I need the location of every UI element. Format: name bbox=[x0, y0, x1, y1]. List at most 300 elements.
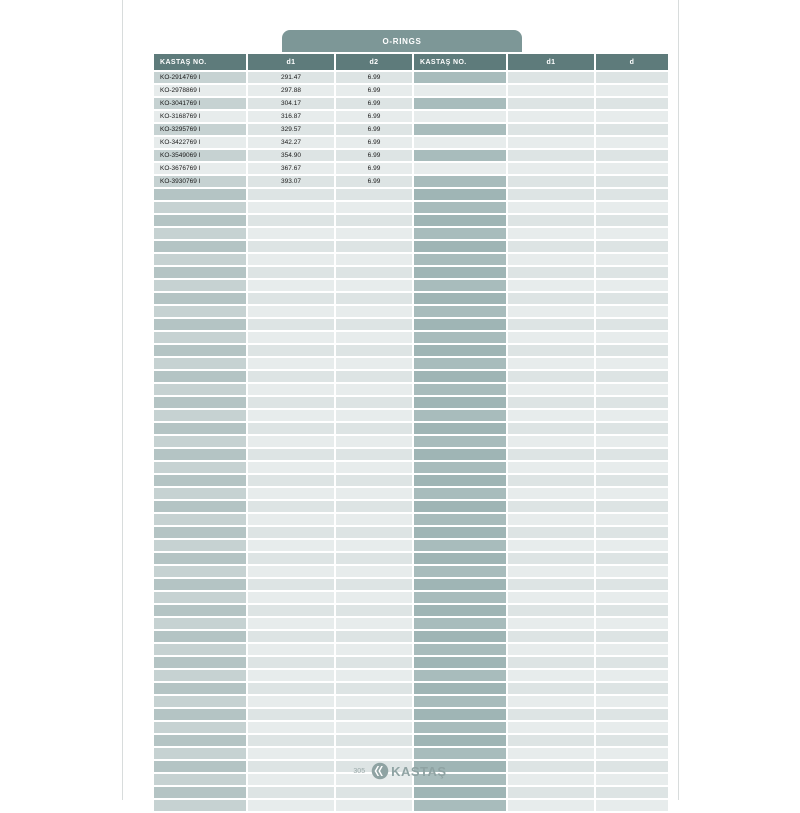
page-footer bbox=[0, 762, 800, 780]
cell-kastas-no bbox=[154, 527, 246, 538]
cell-kastas-no-right bbox=[414, 800, 506, 811]
cell-d-right bbox=[596, 332, 668, 343]
cell-d-right bbox=[596, 579, 668, 590]
page-rule-right bbox=[678, 0, 679, 800]
cell-kastas-no bbox=[154, 293, 246, 304]
cell-d-right bbox=[596, 98, 668, 109]
table-row-blank bbox=[154, 215, 668, 226]
cell-kastas-no-right bbox=[414, 371, 506, 382]
cell-d2 bbox=[336, 696, 412, 707]
cell-kastas-no-right bbox=[414, 410, 506, 421]
cell-d2 bbox=[336, 735, 412, 746]
table-row bbox=[154, 137, 668, 148]
cell-d-right bbox=[596, 410, 668, 421]
table-row bbox=[154, 163, 668, 174]
cell-kastas-no-right bbox=[414, 579, 506, 590]
cell-d1-right bbox=[508, 267, 594, 278]
cell-kastas-no bbox=[154, 631, 246, 642]
cell-kastas-no-right bbox=[414, 111, 506, 122]
cell-kastas-no-right bbox=[414, 488, 506, 499]
table-row-blank bbox=[154, 592, 668, 603]
cell-d1-right bbox=[508, 111, 594, 122]
cell-d1-right bbox=[508, 319, 594, 330]
cell-d2 bbox=[336, 527, 412, 538]
cell-kastas-no bbox=[154, 410, 246, 421]
cell-d2 bbox=[336, 410, 412, 421]
cell-d-right bbox=[596, 553, 668, 564]
cell-d1-right bbox=[508, 436, 594, 447]
cell-kastas-no-right bbox=[414, 787, 506, 798]
cell-kastas-no-right bbox=[414, 163, 506, 174]
cell-d1-right bbox=[508, 124, 594, 135]
cell-d2: 6.99 bbox=[336, 137, 412, 148]
cell-d-right bbox=[596, 423, 668, 434]
table-row-blank bbox=[154, 410, 668, 421]
cell-d1-right bbox=[508, 605, 594, 616]
cell-d-right bbox=[596, 267, 668, 278]
cell-d1 bbox=[248, 787, 334, 798]
cell-d-right bbox=[596, 566, 668, 577]
cell-kastas-no-right bbox=[414, 176, 506, 187]
cell-kastas-no-right bbox=[414, 748, 506, 759]
cell-kastas-no bbox=[154, 657, 246, 668]
cell-kastas-no-right bbox=[414, 228, 506, 239]
cell-d1-right bbox=[508, 540, 594, 551]
cell-kastas-no bbox=[154, 423, 246, 434]
cell-kastas-no bbox=[154, 748, 246, 759]
cell-d1 bbox=[248, 423, 334, 434]
cell-d1 bbox=[248, 228, 334, 239]
table-row-blank bbox=[154, 306, 668, 317]
cell-d1 bbox=[248, 800, 334, 811]
table-row-blank bbox=[154, 462, 668, 473]
table-row bbox=[154, 150, 668, 161]
cell-d2 bbox=[336, 358, 412, 369]
cell-kastas-no bbox=[154, 228, 246, 239]
cell-d-right bbox=[596, 618, 668, 629]
cell-d-right bbox=[596, 683, 668, 694]
cell-d2: 6.99 bbox=[336, 85, 412, 96]
cell-kastas-no-right bbox=[414, 189, 506, 200]
cell-d2 bbox=[336, 280, 412, 291]
cell-kastas-no-right bbox=[414, 449, 506, 460]
cell-kastas-no bbox=[154, 566, 246, 577]
table-row-blank bbox=[154, 566, 668, 577]
table-row-blank bbox=[154, 254, 668, 265]
cell-d1-right bbox=[508, 514, 594, 525]
cell-d-right bbox=[596, 189, 668, 200]
table-row-blank bbox=[154, 605, 668, 616]
cell-kastas-no-right bbox=[414, 85, 506, 96]
cell-d2 bbox=[336, 709, 412, 720]
cell-kastas-no-right bbox=[414, 462, 506, 473]
cell-d2 bbox=[336, 618, 412, 629]
cell-d1 bbox=[248, 267, 334, 278]
table-row-blank bbox=[154, 293, 668, 304]
cell-kastas-no: KO-2914769 I bbox=[154, 72, 246, 83]
cell-d2 bbox=[336, 592, 412, 603]
cell-d1-right bbox=[508, 722, 594, 733]
header-kastas-no-right: KASTAŞ NO. bbox=[414, 54, 506, 70]
cell-d1 bbox=[248, 644, 334, 655]
cell-d2: 6.99 bbox=[336, 150, 412, 161]
cell-d1 bbox=[248, 332, 334, 343]
cell-d-right bbox=[596, 644, 668, 655]
cell-d2 bbox=[336, 319, 412, 330]
cell-d1 bbox=[248, 358, 334, 369]
cell-d1-right bbox=[508, 501, 594, 512]
cell-d-right bbox=[596, 748, 668, 759]
cell-kastas-no bbox=[154, 345, 246, 356]
cell-kastas-no-right bbox=[414, 319, 506, 330]
cell-kastas-no bbox=[154, 397, 246, 408]
section-title-tab: O-RINGS bbox=[282, 30, 522, 52]
cell-d-right bbox=[596, 449, 668, 460]
cell-d1 bbox=[248, 631, 334, 642]
cell-d2 bbox=[336, 267, 412, 278]
cell-kastas-no bbox=[154, 189, 246, 200]
cell-d1-right bbox=[508, 254, 594, 265]
table-row-blank bbox=[154, 787, 668, 798]
cell-d1-right bbox=[508, 72, 594, 83]
cell-kastas-no: KO-2978869 I bbox=[154, 85, 246, 96]
cell-kastas-no-right bbox=[414, 709, 506, 720]
table-row bbox=[154, 85, 668, 96]
cell-kastas-no: KO-3295769 I bbox=[154, 124, 246, 135]
cell-kastas-no bbox=[154, 683, 246, 694]
cell-d2 bbox=[336, 787, 412, 798]
table-row-blank bbox=[154, 722, 668, 733]
cell-d-right bbox=[596, 501, 668, 512]
header-d2-left: d2 bbox=[336, 54, 412, 70]
cell-kastas-no-right bbox=[414, 345, 506, 356]
cell-kastas-no-right bbox=[414, 631, 506, 642]
cell-d-right bbox=[596, 150, 668, 161]
cell-d-right bbox=[596, 176, 668, 187]
table-row-blank bbox=[154, 202, 668, 213]
cell-d1 bbox=[248, 384, 334, 395]
cell-d-right bbox=[596, 111, 668, 122]
cell-d1: 329.57 bbox=[248, 124, 334, 135]
cell-kastas-no bbox=[154, 267, 246, 278]
cell-d1 bbox=[248, 189, 334, 200]
cell-d1-right bbox=[508, 462, 594, 473]
cell-d-right bbox=[596, 124, 668, 135]
cell-d1 bbox=[248, 488, 334, 499]
cell-d1: 367.67 bbox=[248, 163, 334, 174]
table-row-blank bbox=[154, 644, 668, 655]
cell-d-right bbox=[596, 462, 668, 473]
cell-d2 bbox=[336, 293, 412, 304]
cell-kastas-no-right bbox=[414, 423, 506, 434]
cell-kastas-no-right bbox=[414, 72, 506, 83]
cell-d-right bbox=[596, 241, 668, 252]
cell-kastas-no bbox=[154, 319, 246, 330]
cell-d1 bbox=[248, 436, 334, 447]
cell-kastas-no-right bbox=[414, 475, 506, 486]
cell-d1 bbox=[248, 280, 334, 291]
table-row-blank bbox=[154, 228, 668, 239]
cell-kastas-no-right bbox=[414, 735, 506, 746]
cell-d-right bbox=[596, 475, 668, 486]
cell-d1 bbox=[248, 592, 334, 603]
table-row-blank bbox=[154, 696, 668, 707]
cell-d1 bbox=[248, 540, 334, 551]
cell-d2 bbox=[336, 332, 412, 343]
table-row-blank bbox=[154, 397, 668, 408]
table-row-blank bbox=[154, 657, 668, 668]
cell-d2: 6.99 bbox=[336, 98, 412, 109]
cell-d-right bbox=[596, 280, 668, 291]
oring-table bbox=[152, 52, 670, 813]
cell-d-right bbox=[596, 293, 668, 304]
cell-kastas-no bbox=[154, 475, 246, 486]
cell-d1: 354.90 bbox=[248, 150, 334, 161]
cell-d1-right bbox=[508, 527, 594, 538]
cell-kastas-no bbox=[154, 384, 246, 395]
cell-kastas-no bbox=[154, 514, 246, 525]
brand-logo bbox=[371, 762, 446, 780]
table-row-blank bbox=[154, 748, 668, 759]
cell-d1: 393.07 bbox=[248, 176, 334, 187]
cell-d1-right bbox=[508, 345, 594, 356]
table-row-blank bbox=[154, 501, 668, 512]
cell-kastas-no-right bbox=[414, 501, 506, 512]
cell-d2 bbox=[336, 371, 412, 382]
cell-d2 bbox=[336, 514, 412, 525]
cell-d2 bbox=[336, 202, 412, 213]
page-number: 305 bbox=[353, 767, 366, 775]
cell-kastas-no-right bbox=[414, 332, 506, 343]
cell-d-right bbox=[596, 254, 668, 265]
cell-d1-right bbox=[508, 306, 594, 317]
cell-kastas-no bbox=[154, 241, 246, 252]
cell-kastas-no-right bbox=[414, 280, 506, 291]
cell-d2: 6.99 bbox=[336, 163, 412, 174]
cell-d1 bbox=[248, 345, 334, 356]
cell-d-right bbox=[596, 384, 668, 395]
cell-d1-right bbox=[508, 202, 594, 213]
cell-kastas-no: KO-3549069 I bbox=[154, 150, 246, 161]
cell-d1 bbox=[248, 605, 334, 616]
cell-kastas-no-right bbox=[414, 358, 506, 369]
cell-d2 bbox=[336, 397, 412, 408]
cell-d1-right bbox=[508, 163, 594, 174]
cell-d1 bbox=[248, 657, 334, 668]
cell-d-right bbox=[596, 605, 668, 616]
cell-d1 bbox=[248, 319, 334, 330]
cell-kastas-no: KO-3930769 I bbox=[154, 176, 246, 187]
table-row-blank bbox=[154, 423, 668, 434]
cell-d-right bbox=[596, 696, 668, 707]
cell-d1-right bbox=[508, 449, 594, 460]
cell-d2 bbox=[336, 670, 412, 681]
cell-d2 bbox=[336, 384, 412, 395]
cell-kastas-no bbox=[154, 436, 246, 447]
table-row-blank bbox=[154, 358, 668, 369]
cell-kastas-no-right bbox=[414, 384, 506, 395]
cell-d2 bbox=[336, 189, 412, 200]
cell-d1-right bbox=[508, 228, 594, 239]
cell-d-right bbox=[596, 527, 668, 538]
cell-kastas-no-right bbox=[414, 527, 506, 538]
cell-kastas-no-right bbox=[414, 683, 506, 694]
cell-kastas-no bbox=[154, 280, 246, 291]
cell-d2 bbox=[336, 657, 412, 668]
cell-d1 bbox=[248, 202, 334, 213]
cell-kastas-no-right bbox=[414, 566, 506, 577]
table-container bbox=[152, 30, 648, 813]
cell-kastas-no-right bbox=[414, 254, 506, 265]
table-row-blank bbox=[154, 332, 668, 343]
cell-d-right bbox=[596, 358, 668, 369]
table-row-blank bbox=[154, 735, 668, 746]
cell-d1: 304.17 bbox=[248, 98, 334, 109]
cell-kastas-no bbox=[154, 709, 246, 720]
table-row-blank bbox=[154, 488, 668, 499]
cell-d2 bbox=[336, 475, 412, 486]
cell-d1-right bbox=[508, 137, 594, 148]
cell-d1-right bbox=[508, 618, 594, 629]
cell-d1-right bbox=[508, 735, 594, 746]
table-row-blank bbox=[154, 449, 668, 460]
table-row-blank bbox=[154, 527, 668, 538]
cell-d-right bbox=[596, 397, 668, 408]
cell-d1 bbox=[248, 254, 334, 265]
cell-d1 bbox=[248, 527, 334, 538]
cell-kastas-no: KO-3168769 I bbox=[154, 111, 246, 122]
kastas-logo-icon bbox=[371, 762, 389, 780]
cell-d1 bbox=[248, 241, 334, 252]
brand-name: KASTAŞ bbox=[391, 763, 447, 779]
cell-d1-right bbox=[508, 696, 594, 707]
cell-d1-right bbox=[508, 553, 594, 564]
cell-d1-right bbox=[508, 332, 594, 343]
cell-d1-right bbox=[508, 475, 594, 486]
table-row-blank bbox=[154, 384, 668, 395]
cell-d1 bbox=[248, 566, 334, 577]
cell-d2 bbox=[336, 306, 412, 317]
cell-kastas-no-right bbox=[414, 150, 506, 161]
cell-d1-right bbox=[508, 644, 594, 655]
cell-d1 bbox=[248, 735, 334, 746]
cell-kastas-no bbox=[154, 215, 246, 226]
cell-kastas-no-right bbox=[414, 397, 506, 408]
cell-d2 bbox=[336, 605, 412, 616]
cell-d-right bbox=[596, 202, 668, 213]
cell-kastas-no-right bbox=[414, 137, 506, 148]
cell-d2: 6.99 bbox=[336, 111, 412, 122]
table-row-blank bbox=[154, 631, 668, 642]
cell-d1-right bbox=[508, 657, 594, 668]
cell-kastas-no bbox=[154, 254, 246, 265]
cell-kastas-no-right bbox=[414, 618, 506, 629]
header-d1-right: d1 bbox=[508, 54, 594, 70]
cell-d1 bbox=[248, 501, 334, 512]
table-row-blank bbox=[154, 371, 668, 382]
cell-d1-right bbox=[508, 592, 594, 603]
cell-kastas-no-right bbox=[414, 644, 506, 655]
table-row-blank bbox=[154, 345, 668, 356]
cell-d1-right bbox=[508, 631, 594, 642]
cell-kastas-no bbox=[154, 787, 246, 798]
cell-d2 bbox=[336, 644, 412, 655]
cell-d2 bbox=[336, 462, 412, 473]
cell-kastas-no bbox=[154, 605, 246, 616]
cell-d1-right bbox=[508, 85, 594, 96]
table-body bbox=[154, 72, 668, 811]
cell-d-right bbox=[596, 670, 668, 681]
cell-kastas-no-right bbox=[414, 293, 506, 304]
table-row bbox=[154, 176, 668, 187]
cell-d1 bbox=[248, 709, 334, 720]
cell-d2: 6.99 bbox=[336, 176, 412, 187]
cell-d2 bbox=[336, 748, 412, 759]
cell-kastas-no bbox=[154, 592, 246, 603]
cell-d1-right bbox=[508, 748, 594, 759]
cell-kastas-no bbox=[154, 618, 246, 629]
cell-kastas-no-right bbox=[414, 436, 506, 447]
cell-d-right bbox=[596, 722, 668, 733]
table-row-blank bbox=[154, 241, 668, 252]
cell-d-right bbox=[596, 709, 668, 720]
cell-d2 bbox=[336, 436, 412, 447]
cell-kastas-no: KO-3041769 I bbox=[154, 98, 246, 109]
cell-kastas-no bbox=[154, 332, 246, 343]
cell-kastas-no-right bbox=[414, 306, 506, 317]
cell-d-right bbox=[596, 800, 668, 811]
cell-d1-right bbox=[508, 384, 594, 395]
cell-kastas-no-right bbox=[414, 215, 506, 226]
cell-kastas-no-right bbox=[414, 267, 506, 278]
cell-d1 bbox=[248, 579, 334, 590]
cell-kastas-no-right bbox=[414, 202, 506, 213]
cell-d1 bbox=[248, 410, 334, 421]
cell-d2 bbox=[336, 566, 412, 577]
header-d-right: d bbox=[596, 54, 668, 70]
cell-kastas-no bbox=[154, 449, 246, 460]
cell-d-right bbox=[596, 592, 668, 603]
cell-kastas-no-right bbox=[414, 553, 506, 564]
cell-kastas-no bbox=[154, 579, 246, 590]
cell-d2: 6.99 bbox=[336, 72, 412, 83]
cell-d-right bbox=[596, 215, 668, 226]
cell-d1 bbox=[248, 553, 334, 564]
cell-kastas-no-right bbox=[414, 514, 506, 525]
cell-d1-right bbox=[508, 800, 594, 811]
table-row-blank bbox=[154, 670, 668, 681]
cell-kastas-no-right bbox=[414, 722, 506, 733]
cell-d1 bbox=[248, 306, 334, 317]
cell-d1-right bbox=[508, 293, 594, 304]
cell-d1: 342.27 bbox=[248, 137, 334, 148]
cell-d-right bbox=[596, 163, 668, 174]
cell-d1: 291.47 bbox=[248, 72, 334, 83]
cell-d1-right bbox=[508, 358, 594, 369]
cell-d-right bbox=[596, 137, 668, 148]
page-rule-left bbox=[122, 0, 123, 800]
table-row bbox=[154, 111, 668, 122]
cell-kastas-no bbox=[154, 735, 246, 746]
cell-d1-right bbox=[508, 371, 594, 382]
cell-d2 bbox=[336, 800, 412, 811]
cell-d-right bbox=[596, 540, 668, 551]
table-row-blank bbox=[154, 800, 668, 811]
cell-d1-right bbox=[508, 787, 594, 798]
cell-d1 bbox=[248, 722, 334, 733]
cell-d1-right bbox=[508, 579, 594, 590]
cell-kastas-no bbox=[154, 462, 246, 473]
